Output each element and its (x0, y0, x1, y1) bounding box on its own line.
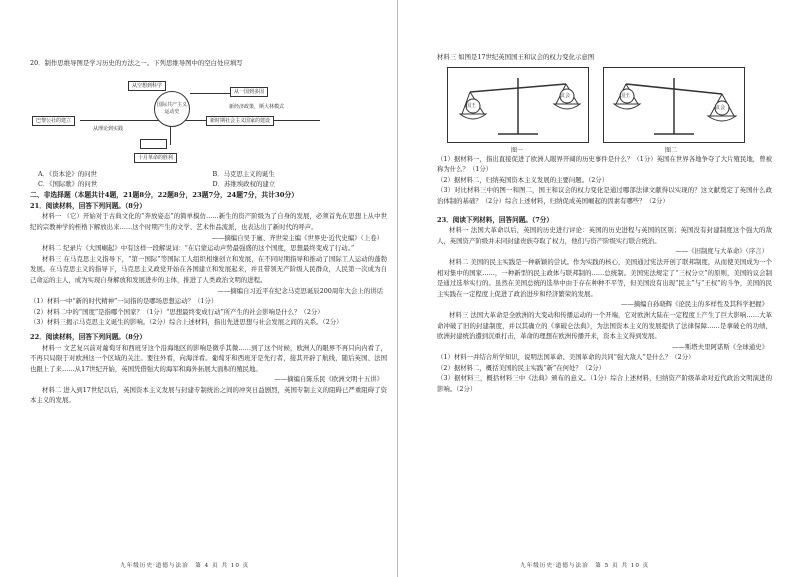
q23-sub-1: （1）材料一并结合所学知识，说明法国革命、美国革命的共同“强大敌人”是什么？（2分） (437, 353, 695, 362)
fig2-parliament-label: 议会 (715, 104, 726, 111)
q22-material-1: 材料一 文艺复兴前对葡萄牙和西班牙这个沿海地区的影响是微乎其微……到了这个时候，欧洲人的眼界不再只向内看了，不再只局限于对欧洲这一个区域的关注。要往外看，向海洋看。葡萄牙和西班牙是先行者，接其开辟了航线，随后英国、法国也跟上了来……从17世纪开始，英国凭借强大的海军和海外拓展大面积的殖民地。 (30, 343, 387, 373)
q23-sub-2: （2）据材料二，概括美国的民主实践“新”在何处？（2分） (437, 363, 606, 372)
question-20: 20．制作思维导图是学习历史的方法之一。下列思维导图中的空白处应填写 (30, 59, 243, 67)
q21-material-3-source: ——摘编自习近平在纪念马克思诞辰200周年大会上的讲话 (217, 286, 383, 295)
mindmap-top-box: 从空想到科学 (128, 81, 166, 91)
q21-material-1-source: ——摘编自吴于廑、齐世荣主编《世界史·近代史编》（上卷） (211, 233, 383, 242)
mindmap-right-far: 新时期社会主义国家的建设 (206, 116, 274, 126)
question-23: 23．阅读下列材料，回答问题。（7分） (437, 215, 553, 224)
footer-left: 九年级历史·道德与法治 第 4 页 共 10 页 (120, 563, 250, 569)
mindmap-blank-box (140, 139, 167, 149)
q23-material-2-source: ——摘编自孙晓辉《论民主的多样性及其科学把握》 (621, 300, 768, 309)
q21-material-3: 材料三 在马克思主义指导下，“第一国际”等国际工人组织相继创立和发展，在不同时期指导和推动了国际工人运动的蓬勃发展。在马克思主义的指导下，马克思主义政党开始在各国建立和发展起来，并且带领无产阶级人民群众，人民第一次成为自己命运的主人，成为实现自身解放和发展进步的主体，推进了人类政治文明的进程。 (30, 254, 387, 284)
mindmap-bottom-box: 十月革命的胜利 (134, 153, 177, 163)
mindmap-right-mid: 新经济政策，斯大林模式 (226, 103, 287, 111)
q22-sub-3: （3）对比材料三中的图一和图二，国王和议会的权力变化是通过哪部法律文献得以实现的？这文献奠定了英国什么政治体制的基础？（2分）综合上述材料，归纳促成英国崛起的因素有哪些？（2分） (437, 186, 772, 205)
fig2-king-label: 国王 (620, 92, 631, 99)
right-page (397, 0, 794, 577)
footer-right: 九年级历史·道德与法治 第 5 页 共 10 页 (520, 563, 650, 569)
mindmap-right-top: 从一国到多国 (230, 87, 268, 97)
q22-material-3-title: 材料三 如图是17世纪英国国王和议会的权力变化示意图 (437, 53, 595, 61)
mindmap-left-mid: 从理论到实践 (90, 125, 126, 133)
question-22: 22．阅读材料，回答下列问题。（8分） (30, 332, 146, 341)
q21-material-2: 材料二 纪录片《大国崛起》中有这样一段解说词：“在启蒙运动声势最强盛的这个国度，思想最终变成了行动。” (42, 244, 355, 253)
figure-2 (603, 67, 745, 143)
q23-material-1-source: ——《旧制度与大革命》（序言） (675, 247, 768, 256)
figure-captions (447, 145, 772, 154)
caption-figure-1: 图一 (510, 146, 523, 154)
mindmap-left-top: 巴黎公社的建立 (32, 116, 75, 126)
q23-material-3-source: ——斯塔夫里阿诺斯《全球通史》 (672, 342, 768, 351)
caption-figure-2: 图二 (664, 146, 677, 154)
question-21: 21．阅读材料，回答下列问题。（8分） (30, 201, 146, 210)
q23-material-1: 材料一 法国大革命以后，英国的历史进行评论：英国的历史进程与英国的区别；英国没有封建制度这个强大的敌人，英国资产阶级并未同封建贵族夺取了权力，他们与资产阶级实行联合统治。 (437, 226, 772, 245)
fig1-parliament-label: 议会 (560, 92, 571, 99)
fig1-king-label: 国王 (466, 102, 477, 109)
option-c[interactable]: C．《国际歌》的问世 (38, 180, 98, 189)
q22-sub-1: （1）据材料一，指出直接促进了欧洲人眼界开阔的历史事件是什么？（1分）英国在世界各地争夺了大片殖民地，曾被称为什么？（1分） (437, 154, 772, 174)
power-scales-figure (447, 67, 772, 143)
q23-material-3: 材料三 法国大革命是全欧洲的大变动和传播运动的一个开端，它对欧洲大陆在一定程度上产生了巨大影响……大革命冲破了旧的封建制度，并以其确立的《拿破仑法典》，为法国资本主义的发展提供了法律保障……是拿破仑的功绩，欧洲封建统治遭到沉重打击，革命的理想在欧洲传播开来，资本主义得到发展。 (437, 310, 772, 341)
section-2-title: 二、非选择题（本题共计4题，21题8分，22题8分，23题7分，24题7分，共计30分） (30, 190, 299, 199)
figure-1 (447, 67, 589, 143)
option-d[interactable]: D．苏维埃政权的建立 (212, 180, 276, 189)
q23-sub-3: （3）据材料三，概括材料三中《法典》颁布的意义。（1分）综合上述材料，归纳资产阶级革命对近代政治文明演进的影响。（2分） (437, 374, 772, 394)
mindmap-center: 国际共产主义运动史 (154, 91, 190, 127)
option-b[interactable]: B．马克思主义的诞生 (212, 169, 275, 178)
q21-material-1: 材料一 （它）开始对于古典文化的“奔放姿态”的简单模仿……新生的资产阶级为了自身的发展，必须首先在思想上从中世纪的宗教神学的桎梏下解放出来……这个时期产生的文学、艺术作品流派，也表达出了新时代的呼声。 (30, 212, 387, 231)
q21-sub-3: （3）材料三揭示马克思主义诞生的影响。（2分）综合上述材料，指出先进思想与社会发展之间的关系。（2分） (30, 318, 343, 327)
mind-map (30, 73, 387, 165)
q21-sub-1: （1）材料一中“新的时代精神”一词指的是哪场思想运动？（1分） (30, 297, 218, 306)
q23-material-2: 材料二 美国的民主实践是一种新颖的尝试。作为实践的核心，美国通过宪法开创了联邦制度，从而使美国成为一个相对集中的国家……，一种新型的民主政体与联邦制的……总统制。美国宪法规定了“三权分立”的原则，美国的议会制是通过选举实行的。虽然在美国总统的选举中由于存在种种不平等，但美国没有出现“民主”与“王权”的斗争，美国的民主实践在一定程度上促进了政治进步和经济繁荣的发展。 (437, 257, 772, 298)
q22-sub-2: （2）据材料二，归纳英国资本主义发展的主要问题。（2分） (437, 175, 609, 184)
q22-material-1-source: ——摘编自陈乐民《欧洲文明十五讲》 (274, 375, 383, 384)
q22-material-2: 材料二 进入到17世纪以后，英国资本主义发展与封建专制统治之间的冲突日益剧烈，英国专制主义的阻碍已严重阻碍了资本主义的发展。 (30, 385, 387, 405)
option-a[interactable]: A．《资本论》的问世 (38, 169, 97, 178)
options-20 (30, 169, 387, 190)
q21-sub-2: （2）材料二中的“国度”是指哪个国家？（1分）“思想最终变成行动”所产生的社会影响是什么？（2分） (30, 307, 324, 316)
